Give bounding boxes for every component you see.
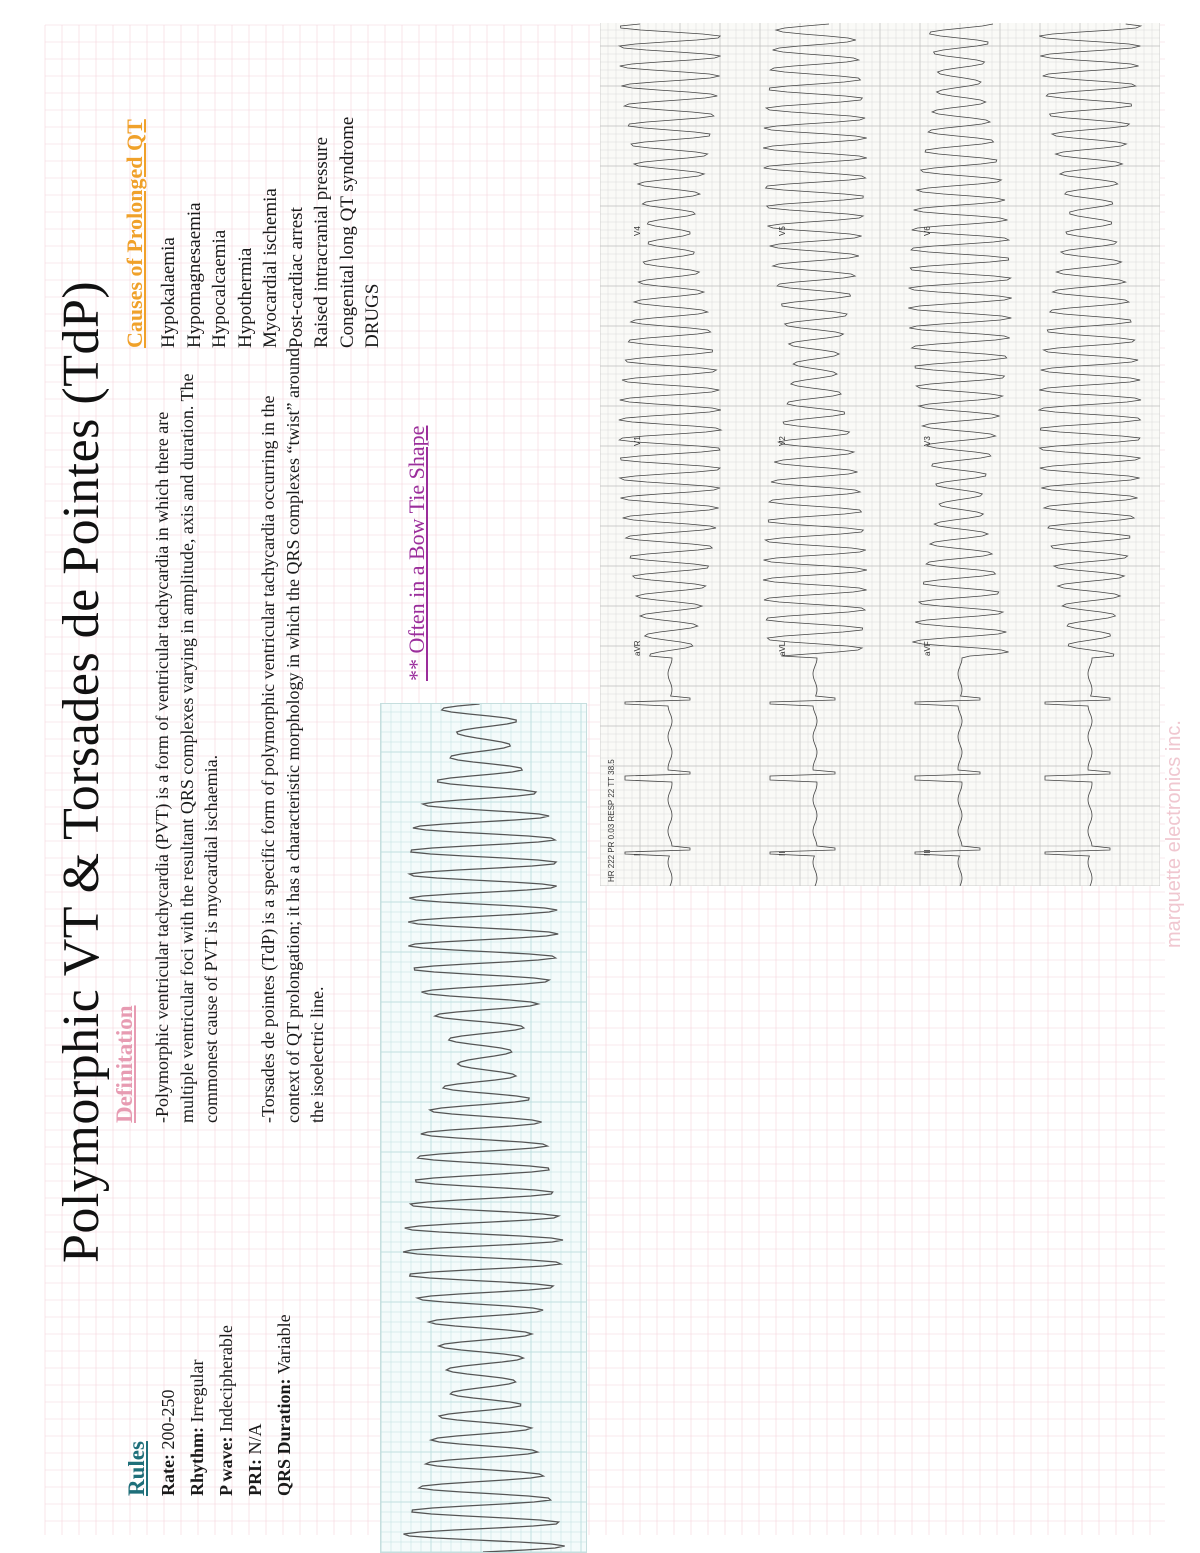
lead-label: V6 (923, 226, 932, 236)
ecg12-trace (619, 24, 721, 886)
cause-item: Congenital long QT syndrome (336, 116, 358, 348)
cause-item: Hypomagnesaemia (183, 202, 205, 348)
torsades-rhythm-strip (380, 703, 587, 1553)
lead-label: aVL (778, 641, 787, 656)
lead-label: III (923, 849, 932, 856)
rules-heading: Rules (124, 1441, 149, 1496)
lead-label: V3 (923, 436, 932, 446)
page-title: Polymorphic VT & Torsades de Pointes (TdP) (53, 280, 110, 1263)
definition-paragraph-2: -Torsades de pointes (TdP) is a specific form of polymorphic ventricular tachycardia occurring in the context of QT prolongation; it has a characteristic morphology in which the QRS complexes “twist” around the isoelectric line. (258, 348, 327, 1123)
definition-paragraph-1: -Polymorphic ventricular tachycardia (PVT) is a form of ventricular tachycardia in which there are multiple ventricular foci with the resultant QRS complexes varying in amplitude, axis and duration. The commonest cause of PVT is myocardial ischaemia. (152, 373, 221, 1123)
rule-rhythm: Rhythm: Irregular (187, 1359, 207, 1496)
cause-item: DRUGS (362, 283, 383, 348)
cause-item: Hypokalaemia (158, 237, 179, 348)
twelve-lead-ecg-graphic (600, 23, 1160, 886)
lead-label: I (633, 853, 642, 856)
rules-list (154, 1314, 299, 1496)
cause-item: Hypothermia (234, 247, 256, 348)
rule-qrs-duration: QRS Duration: Variable (274, 1314, 294, 1496)
lead-label: II (778, 851, 787, 856)
ecg12-header-text: HR 222 PR 0.03 RESP 22 TT 38.5 (607, 759, 616, 882)
lead-label: V1 (633, 436, 642, 446)
rule-p-wave: P wave: Indecipherable (216, 1325, 236, 1496)
cause-item: Post-cardiac arrest (285, 207, 307, 348)
lead-label: aVF (923, 641, 932, 656)
rule-rate: Rate: 200-250 (158, 1389, 178, 1496)
lead-label: aVR (633, 640, 642, 656)
lead-label: V5 (778, 226, 787, 236)
rhythm-strip-graphic (381, 704, 586, 1552)
twelve-lead-ecg (600, 23, 1160, 886)
definition-heading: Definitation (112, 1005, 137, 1123)
causes-heading: Causes of Prolonged QT (122, 119, 147, 348)
cause-item: Hypocalcaemia (209, 229, 230, 348)
watermark: marquette electronics inc. (1163, 720, 1185, 948)
ecg12-trace (1039, 24, 1141, 886)
cause-item: Myocardial ischemia (260, 188, 281, 348)
bow-tie-note: ** Often in a Bow Tie Shape (404, 425, 429, 681)
lead-label: V4 (633, 226, 642, 236)
cause-item: Raised intracranial pressure (311, 136, 332, 348)
lead-label: V2 (778, 436, 787, 446)
ecg12-trace (763, 24, 867, 886)
rule-pri: PRI: N/A (245, 1423, 265, 1496)
causes-list (156, 117, 386, 348)
